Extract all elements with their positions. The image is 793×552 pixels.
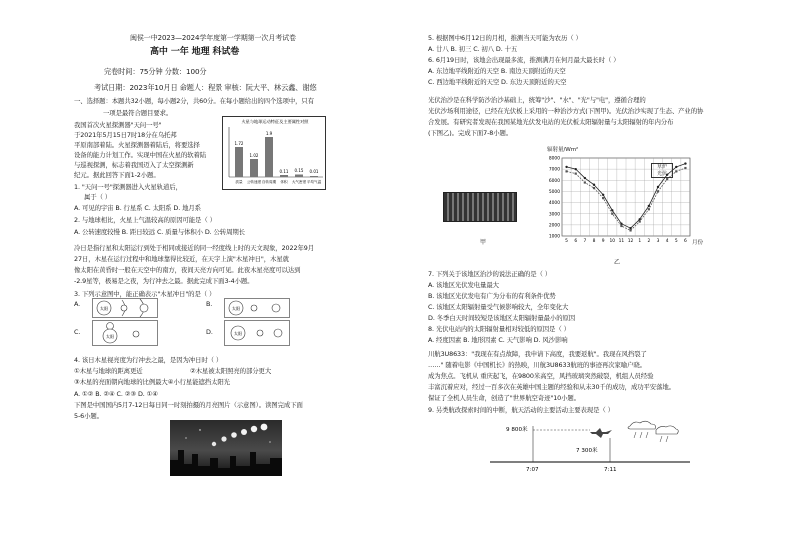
x-tick-label: 10	[609, 239, 616, 244]
fig-label-yi: 乙	[614, 259, 621, 266]
section1-instruction: 一、选择题：本题共32小题，每小题2分，共60分。在每小题给出的四个选项中，只有	[74, 97, 315, 105]
x-tick-label: 9	[601, 239, 605, 244]
legend-item-grass: 草炉	[656, 164, 667, 170]
earth-icon	[121, 305, 127, 311]
x-label-mass: 质量	[235, 180, 243, 184]
x-tick-label: 5	[674, 239, 678, 244]
earth-icon	[251, 305, 257, 311]
data-point-光伏	[629, 229, 631, 231]
radiation-chart-month-axis: 月份	[692, 240, 703, 246]
bar-mass	[235, 147, 243, 177]
q3c-sun-label: 太阳	[105, 334, 115, 339]
jupiter-icon	[274, 329, 282, 337]
passage7-line-1: 光伏治沙是在科学防沙治沙基础上，统筹"沙"、"水"、"光"与"电"，遵循合理的	[428, 96, 646, 104]
q8-stem: 8. 光伏电站内的太阳辐射量相对较低的原因是（ ）	[428, 325, 570, 333]
intro-line-2: 于2021年5月15日7时18分在乌托邦	[74, 131, 177, 139]
jupiter-icon	[272, 304, 280, 312]
x-label-temp: 平均气温	[306, 180, 322, 184]
q3-stem: 3. 下列示意图中，能正确表示"木星冲日"的是（ ）	[74, 290, 216, 298]
q1-options: A. 可见的宇宙 B. 行星系 C. 太阳系 D. 地月系	[74, 204, 201, 212]
passage9-line-1: 川航3U8633："我现在有点故障，我申请下高度，我要返航"。我现在风挡裂了	[428, 350, 647, 358]
q7-option-c: C. 该地区太阳辐射量受气候影响较大，全年变化大	[428, 303, 569, 311]
passage9-line-2: ……" 随着电影《中国机长》的热映，川航3U8633航班的事迹再次家喻户晓。	[428, 361, 646, 369]
data-point-光伏	[620, 225, 622, 227]
earth-icon	[257, 330, 263, 336]
intro-line-5: 与巡视探测，标志着我国迈入了太空探测新	[74, 161, 194, 169]
y-tick-label: 1000	[548, 234, 560, 240]
q4-options: A. ①② B. ②④ C. ②③ D. ①④	[74, 390, 158, 398]
data-point-光伏	[684, 167, 686, 169]
passage9-line-4: 丰富沉着应对，经过一百多次在英雄中国主题的经验和从未30千的成功，成功平安落地。	[428, 383, 675, 391]
bar-speed	[250, 159, 258, 177]
q5-stem: 5. 根据图中6月12日的月相，推测当天可能为农历（ ）	[428, 34, 582, 42]
moon-phase-svg	[170, 420, 282, 476]
q3-option-a-label: A.	[74, 300, 81, 308]
passage3-line-3: 像太阳在黄昏时一般在天空中的南方，夜间天亮方向可见。此夜木星亮度可以达到	[74, 266, 301, 274]
intro-line-3: 平原南部着陆。火星探测器着陆后，将要选择	[74, 141, 200, 149]
data-point-光伏	[565, 170, 567, 172]
y-tick-label: 5000	[548, 190, 560, 196]
passage7-line-4: (下图乙)。完成下面7-8小题。	[428, 129, 513, 137]
time-start-label: 7:07	[526, 467, 539, 473]
q4-item-3: ③木星的亮面朝向地球的比例最大④小行星能遮挡太阳光	[74, 378, 230, 386]
q4-item-2: ②木星被太阳照亮的部分更大	[190, 367, 272, 375]
data-point-草炉	[639, 218, 641, 220]
q3-option-c-label: C.	[74, 328, 81, 336]
bar-label-mass: 1.72	[234, 141, 244, 146]
jupiter-icon	[140, 304, 148, 312]
data-point-光伏	[593, 187, 595, 189]
x-tick-label: 3	[656, 239, 660, 244]
intro-line-1: 我国首次火星探测器"天问一号"	[74, 121, 162, 129]
exam-meta: 考试日期：2023年10月日 命题人：程景 审核：阮大平、林云鑫、谢悠	[94, 83, 317, 92]
data-point-草炉	[602, 194, 604, 196]
moon-phase-photo	[170, 420, 282, 476]
data-point-光伏	[575, 173, 577, 175]
altitude-high-label: 9 800米	[506, 427, 528, 433]
bar-label-rotation: 1.9	[265, 131, 273, 136]
x-tick-label: 11	[618, 239, 625, 244]
data-point-草炉	[593, 184, 595, 186]
q7-stem: 7. 下列关于该地区治沙的说法正确的是（ ）	[428, 270, 551, 278]
passage9-line-3: 成为焦点。飞机从 重庆起飞，在9800米高空，风挡玻璃突然破裂，机组人员经验	[428, 372, 654, 380]
data-point-光伏	[648, 208, 650, 210]
x-tick-label: 12	[627, 239, 634, 244]
q2-stem: 2. 与地球相比，火星上气温较高的原因可能是（ ）	[74, 216, 216, 224]
x-tick-label: 2	[647, 239, 651, 244]
airplane-icon	[590, 428, 612, 438]
mars-chart-svg	[223, 117, 327, 191]
q6-options-1: A. 东边地平线附近的天空 B. 南边天顶附近的天空	[428, 67, 566, 75]
q6-options-2: C. 西边地平线附近的天空 D. 东边天顶附近的天空	[428, 78, 567, 86]
time-end-label: 7:11	[604, 467, 617, 473]
passage5-line-2: 5-6小题。	[74, 412, 104, 420]
cloud-icon-2	[656, 426, 678, 434]
q7-option-b: B. 该地区光伏发电有广为分布的有利条件优势	[428, 292, 556, 300]
earth-icon	[133, 331, 139, 337]
passage7-line-2: 光伏沙场利用途径，已经在光伏板上采用的一种治沙方式(下图甲)。光伏治沙实现了生态、产业的协	[428, 107, 704, 115]
q1-stem-b: 属于（ ）	[84, 193, 112, 201]
x-tick-label: 8	[592, 239, 596, 244]
data-point-草炉	[584, 177, 586, 179]
bar-volume	[280, 175, 288, 177]
intro-line-6: 纪元。据此回答下面1-2小题。	[74, 171, 160, 179]
q7-option-d: D. 冬季白天时间较短是该地区太阳辐射量最小的原因	[428, 314, 576, 322]
y-tick-label: 6000	[548, 178, 560, 184]
radiation-legend	[651, 163, 673, 178]
data-point-草炉	[675, 166, 677, 168]
x-tick-label: 5	[565, 239, 568, 244]
passage3-line-1: 冷日是指行星和太阳运行到处于相同或接近的同一经度线上时的天文现象，2022年9月	[74, 244, 315, 252]
data-point-草炉	[657, 186, 659, 188]
data-point-草炉	[611, 209, 613, 211]
x-label-density: 大气密度	[291, 180, 307, 184]
passage9-line-5: 保证了全机人员生命，创造了"世界航空奇迹"10小题。	[428, 394, 581, 402]
data-point-光伏	[639, 220, 641, 222]
data-point-光伏	[602, 197, 604, 199]
exam-time-score: 完卷时间：75分钟 分数：100分	[104, 67, 207, 76]
legend-item-pv: 光伏	[656, 171, 667, 177]
q6-stem: 6. 6月19日时，该地会出现最多流，推测满月在何月最大最长时（ ）	[428, 56, 620, 64]
section1-instruction2: 一项是最符合题目要求。	[103, 109, 173, 117]
exam-subject-line: 高中 一年 地理 科试卷	[150, 47, 240, 57]
passage5-line-1: 下图是中国国内5月7-12日每日同一时刻拍摄的月亮图片（示意图）。读图完成下面	[74, 401, 303, 409]
q3b-sun-label: 太阳	[231, 306, 241, 311]
q3-option-b-label: B.	[206, 300, 213, 308]
q3-diagram-c	[92, 320, 158, 346]
data-point-草炉	[575, 168, 577, 170]
altitude-low-label: 7 300米	[576, 448, 598, 454]
x-label-volume: 体积	[280, 180, 288, 184]
intro-line-4: 设备的能力计划工作。实现中国在火星的软着陆	[74, 151, 207, 159]
q9-stem: 9. 另类航改探索时间的中断，航天活动的主要活动主要表现是（ ）	[428, 406, 614, 414]
flight-diagram	[490, 416, 690, 476]
y-tick-label: 2000	[548, 223, 560, 229]
x-label-rotation: 自转周期	[261, 180, 277, 184]
cloud-icon	[628, 421, 656, 429]
q3-diagram-b	[224, 298, 290, 318]
bar-rotation	[265, 137, 273, 177]
x-label-speed: 公转速度	[246, 180, 262, 184]
x-tick-label: 6	[574, 239, 578, 244]
x-tick-label: 6	[684, 239, 687, 244]
data-point-草炉	[684, 162, 686, 164]
x-tick-label: 7	[583, 239, 587, 244]
bar-temp	[310, 176, 318, 177]
bar-label-volume: 0.11	[279, 169, 289, 174]
fig-label-jia: 甲	[480, 239, 487, 246]
data-point-光伏	[584, 181, 586, 183]
q2-options: A. 公转速度较慢 B. 距日较远 C. 质量与体积小 D. 公转周期长	[74, 228, 245, 236]
q5-options: A. 廿八 B. 初三 C. 初八 D. 十五	[428, 45, 518, 53]
q8-options: A. 经度因素 B. 地形因素 C. 天气影响 D. 风沙影响	[428, 336, 568, 344]
exam-school-title: 闽侯一中2023—2024学年度第一学期第一次月考试卷	[130, 34, 296, 42]
passage3-line-2: 27日，木星在运行过程中和地球靠得比较近，在天宇上演"木星冲日"，木星就	[74, 255, 289, 263]
data-point-草炉	[629, 227, 631, 229]
mars-earth-chart	[222, 116, 326, 190]
x-tick-label: 1	[638, 239, 642, 244]
radiation-chart	[540, 152, 700, 252]
mars-chart-title: 火星与地球运动特征及主要属性对照	[241, 119, 309, 124]
bar-density	[295, 175, 303, 178]
y-tick-label: 8000	[548, 156, 560, 162]
solar-panel-photo	[443, 192, 517, 222]
q3-diagram-d	[224, 320, 290, 346]
q3-option-d-label: D.	[206, 328, 213, 336]
passage7-line-3: 合发展。有研究者发现在我国某地光伏发电站的光伏板太阳辐射量与太阳辐射的年内分布	[428, 118, 674, 126]
passage3-line-4: -2.9星等，极易是之夜，为行冲去之最。据此完成下面3-4小题。	[74, 277, 254, 285]
jupiter-icon	[107, 323, 114, 330]
bar-label-temp: 0.01	[309, 169, 319, 174]
q1-stem: 1. "天问一号"探测器进入火星轨道后，	[74, 183, 182, 191]
q3d-sun-label: 太阳	[233, 331, 243, 336]
data-point-光伏	[611, 213, 613, 215]
y-tick-label: 4000	[548, 201, 560, 207]
bar-label-density: 0.15	[294, 168, 304, 173]
q7-option-a: A. 该地区光伏发电量最大	[428, 281, 499, 289]
data-point-光伏	[666, 178, 668, 180]
q4-stem: 4. 该日木星视亮度为行冲去之最，是因为冲日时（ ）	[74, 356, 223, 364]
x-tick-label: 4	[665, 239, 669, 244]
data-point-光伏	[675, 170, 677, 172]
radiation-chart-unit: 辐射量/Wm²	[547, 147, 579, 153]
y-tick-label: 3000	[548, 212, 560, 218]
data-point-草炉	[565, 166, 567, 168]
q3a-sun-label: 太阳	[99, 306, 109, 311]
y-tick-label: 7000	[548, 167, 560, 173]
q3-diagram-a	[92, 298, 158, 318]
q4-item-1: ①木星与地球的距离更近	[74, 367, 143, 375]
bar-label-speed: 1.02	[249, 153, 259, 158]
data-point-光伏	[657, 190, 659, 192]
